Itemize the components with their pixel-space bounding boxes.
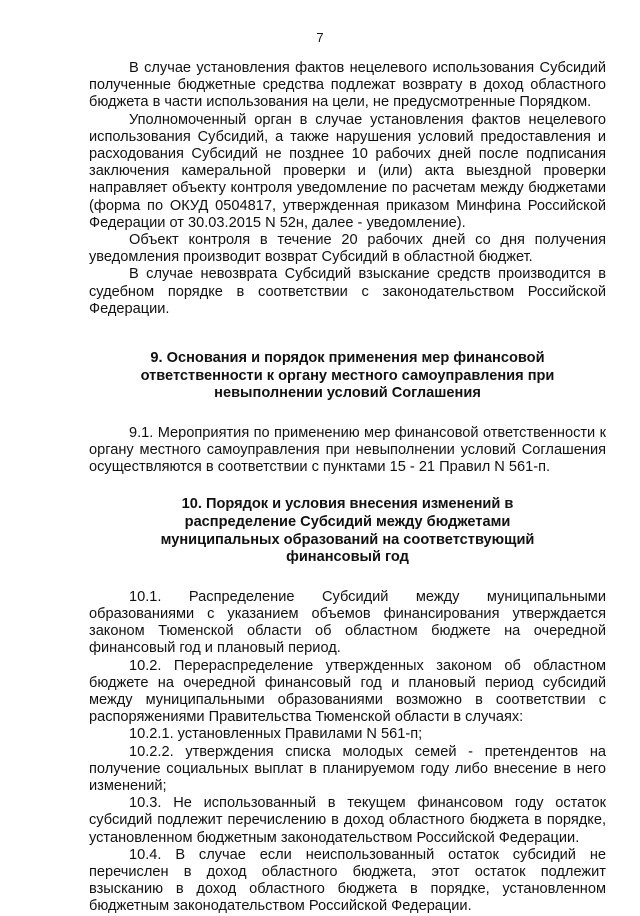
page-number: 7 [316, 30, 324, 45]
paragraph-10-2-2: 10.2.2. утверждения списка молодых семей - претендентов на получение социальных выплат в планируемом году либо внесение в него изменений; [89, 743, 606, 795]
section-9-heading: 9. Основания и порядок применения мер финансовой ответственности к органу местного самоуправления при невыполнении условий Соглашения [140, 350, 555, 402]
paragraph-9-1: 9.1. Мероприятия по применению мер финансовой ответственности к органу местного самоуправления при невыполнении условий Соглашения осуществляются в соответствии с пунктами 15 - 21 Правил N 561-п. [89, 424, 606, 476]
spacer [89, 403, 606, 425]
paragraph-notification: Уполномоченный орган в случае установления фактов нецелевого использования Субсидий, а также нарушения условий предоставления и расходования Субсидий не позднее 10 рабочих дней после подписания заключения камеральной проверки и (или) акта выездной проверки направляет объекту контроля уведомление по расчетам между бюджетами (форма по ОКУД 0504817, утвержденная приказом Минфина Российской Федерации от 30.03.2015 N 52н, далее - уведомление). [89, 111, 606, 231]
paragraph-10-2: 10.2. Перераспределение утвержденных законом об областном бюджете на очередной финансовый год и плановый период субсидий между муниципальными образованиями возможно в соответствии с распоряжениями Правительства Тюменской области в случаях: [89, 657, 606, 726]
paragraph-10-3: 10.3. Не использованный в текущем финансовом году остаток субсидий подлежит перечислению в доход областного бюджета в порядке, установленном бюджетным законодательством Российской Федерации. [89, 795, 606, 846]
paragraph-10-2-1: 10.2.1. установленных Правилами N 561-п; [129, 726, 423, 743]
paragraph-10-1: 10.1. Распределение Субсидий между муниципальными образованиями с указанием объемов финансирования утверждается законом Тюменской области об областном бюджете на очередной финансовый год и плановый период. [89, 588, 606, 657]
paragraph-refund-deadline: Объект контроля в течение 20 рабочих дней со дня получения уведомления производит возврат Субсидий в областной бюджет. [89, 232, 606, 266]
spacer [89, 476, 606, 496]
paragraph-misuse-refund: В случае установления фактов нецелевого использования Субсидий полученные бюджетные средства подлежат возврату в доход областного бюджета в части использования на цели, не предусмотренные Порядком. [89, 60, 606, 111]
paragraph-court-recovery: В случае невозврата Субсидий взыскание средств производится в судебном порядке в соответствии с законодательством Российской Федерации. [89, 266, 606, 317]
section-10-heading: 10. Порядок и условия внесения изменений в распределение Субсидий между бюджетами муниципальных образований на соответствующий финансовый год [160, 496, 535, 566]
paragraph-10-4: 10.4. В случае если неиспользованный остаток субсидий не перечислен в доход областного бюджета, этот остаток подлежит взысканию в доход областного бюджета в порядке, установленном бюджетным законодательством Российской Федерации. [89, 846, 606, 915]
spacer [89, 567, 606, 589]
document-body [89, 60, 606, 916]
spacer [89, 318, 606, 350]
